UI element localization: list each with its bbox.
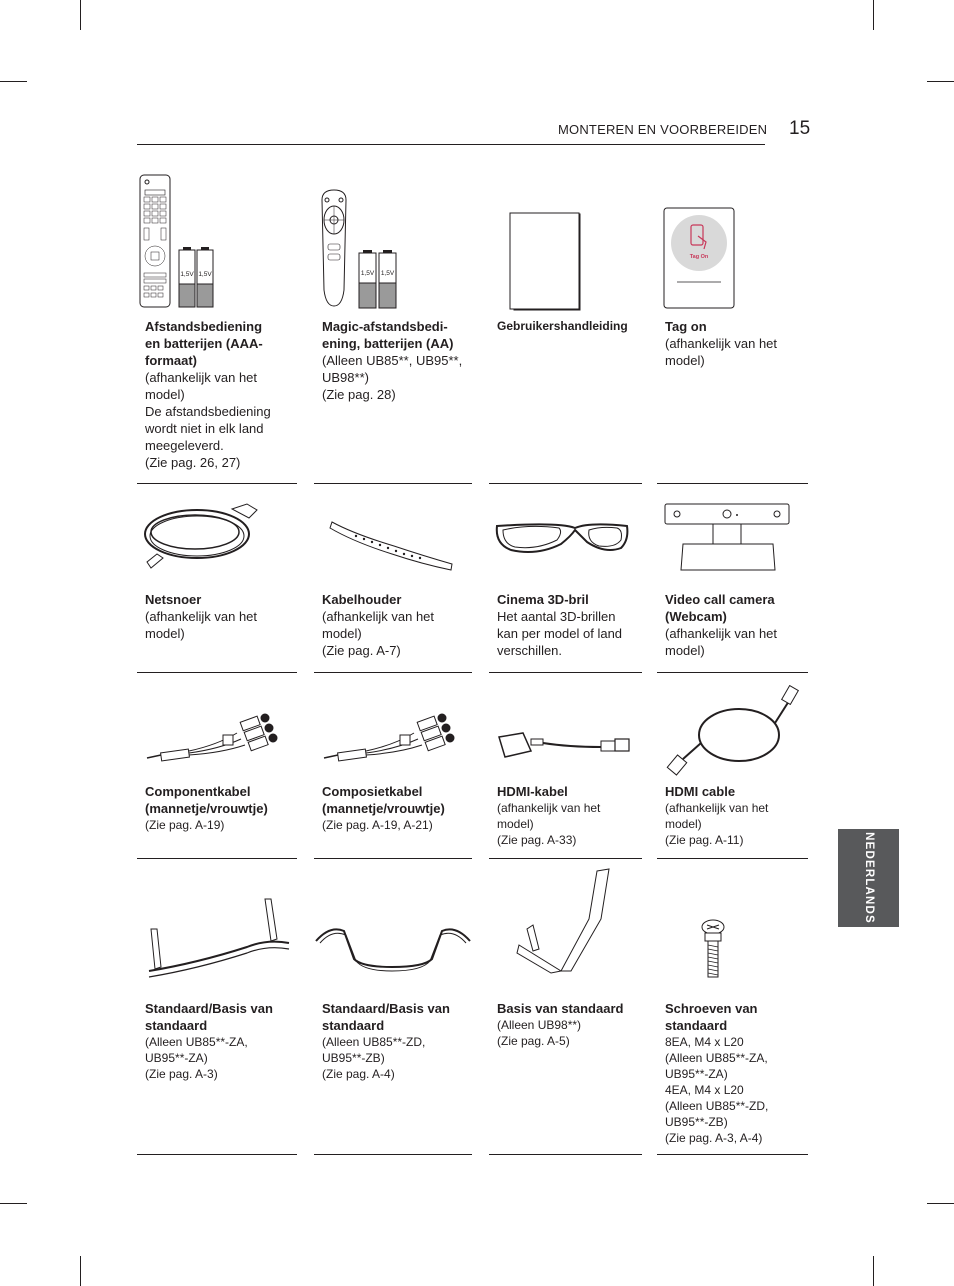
item-note: verschillen. bbox=[497, 643, 563, 658]
item-note: (afhankelijk van het bbox=[665, 626, 778, 641]
crop-mark bbox=[80, 1256, 81, 1286]
battery-icon bbox=[359, 250, 376, 308]
item-divider bbox=[489, 1154, 642, 1155]
item-note: Het aantal 3D-brillen bbox=[497, 609, 616, 624]
item-hdmi-kabel bbox=[489, 673, 642, 860]
item-caption bbox=[322, 591, 472, 659]
item-power-cord bbox=[137, 484, 297, 674]
item-caption bbox=[497, 318, 647, 335]
item-title: HDMI-kabel bbox=[497, 784, 568, 799]
component-cable-illustration bbox=[137, 673, 297, 783]
item-note: (Zie pag. A-5) bbox=[497, 1034, 570, 1048]
stand-base-illustration bbox=[489, 859, 642, 999]
manual-illustration bbox=[489, 170, 642, 315]
screw-illustration bbox=[657, 859, 808, 999]
item-note: model) bbox=[145, 626, 185, 641]
battery-label: 1,5V bbox=[380, 270, 395, 277]
stand-zd-illustration bbox=[314, 859, 472, 999]
item-note: (Zie pag. A-4) bbox=[322, 1067, 395, 1081]
item-note: (Alleen UB85**-ZA, bbox=[665, 1051, 768, 1065]
item-note: (Alleen UB98**) bbox=[497, 1018, 582, 1032]
item-note: model) bbox=[665, 817, 702, 831]
power-cord-illustration bbox=[137, 484, 297, 594]
item-title: standaard bbox=[665, 1018, 728, 1033]
item-note: (afhankelijk van het bbox=[145, 370, 258, 385]
battery-label: 1,5V bbox=[198, 271, 212, 278]
item-title: HDMI cable bbox=[665, 784, 736, 799]
item-title: Magic-afstandsbedi- bbox=[322, 319, 448, 334]
item-user-manual bbox=[489, 170, 642, 485]
item-cable-holder bbox=[314, 484, 472, 674]
item-title: Standaard/Basis van bbox=[322, 1001, 450, 1016]
item-title: (mannetje/vrouwtje) bbox=[322, 801, 445, 816]
item-magic-remote bbox=[314, 170, 472, 485]
cable-holder-illustration bbox=[314, 484, 472, 594]
item-caption bbox=[497, 783, 647, 848]
item-caption bbox=[322, 783, 472, 833]
item-caption bbox=[497, 591, 647, 659]
item-note: (Zie pag. A-19) bbox=[145, 818, 225, 832]
item-stand-za bbox=[137, 859, 297, 1156]
item-3d-glasses bbox=[489, 484, 642, 674]
item-caption bbox=[145, 783, 295, 833]
item-caption bbox=[665, 591, 810, 659]
item-note: UB95**-ZB) bbox=[665, 1115, 728, 1129]
item-stand-screws bbox=[657, 859, 808, 1156]
item-title: standaard bbox=[322, 1018, 385, 1033]
item-title: formaat) bbox=[145, 353, 198, 368]
item-divider bbox=[314, 1154, 472, 1155]
crop-mark bbox=[0, 81, 27, 82]
item-component-cable bbox=[137, 673, 297, 860]
item-note: wordt niet in elk land bbox=[145, 421, 264, 436]
crop-mark bbox=[927, 81, 954, 82]
glasses-illustration bbox=[489, 484, 642, 594]
tag-label: Tag On bbox=[689, 254, 709, 260]
battery-label: 1,5V bbox=[180, 271, 194, 278]
item-note: (Alleen UB85**-ZD, bbox=[665, 1099, 769, 1113]
item-caption bbox=[497, 1000, 647, 1049]
battery-icon bbox=[179, 247, 195, 307]
crop-mark bbox=[873, 1256, 874, 1286]
item-caption bbox=[145, 318, 295, 471]
item-note: (Zie pag. A-33) bbox=[497, 833, 577, 847]
page-number: 15 bbox=[789, 118, 811, 139]
item-note: kan per model of land bbox=[497, 626, 623, 641]
item-title: en batterijen (AAA- bbox=[145, 336, 263, 351]
item-remote-control bbox=[137, 170, 297, 485]
item-title: Schroeven van bbox=[665, 1001, 758, 1016]
item-title: Composietkabel bbox=[322, 784, 423, 799]
item-title: Netsnoer bbox=[145, 592, 202, 607]
item-note: (Zie pag. A-19, A-21) bbox=[322, 818, 433, 832]
item-title: (Webcam) bbox=[665, 609, 727, 624]
item-composite-cable bbox=[314, 673, 472, 860]
item-note: (afhankelijk van het bbox=[665, 801, 769, 815]
item-note: De afstandsbediening bbox=[145, 404, 271, 419]
item-title: Kabelhouder bbox=[322, 592, 402, 607]
item-caption bbox=[145, 1000, 295, 1082]
item-note: (Zie pag. A-3) bbox=[145, 1067, 218, 1081]
item-caption bbox=[665, 318, 810, 369]
item-note: 4EA, M4 x L20 bbox=[665, 1083, 744, 1097]
stand-za-illustration bbox=[137, 859, 297, 999]
item-tag-on bbox=[657, 170, 808, 485]
item-note: (Zie pag. 26, 27) bbox=[145, 455, 241, 470]
item-caption bbox=[322, 1000, 472, 1082]
language-tab-label: NEDERLANDS bbox=[862, 832, 875, 924]
composite-cable-illustration bbox=[314, 673, 472, 783]
crop-mark bbox=[80, 0, 81, 30]
item-note: meegeleverd. bbox=[145, 438, 224, 453]
battery-label: 1,5V bbox=[360, 270, 375, 277]
battery-icon bbox=[379, 250, 396, 308]
item-note: model) bbox=[145, 387, 185, 402]
magic-remote-illustration bbox=[314, 170, 472, 315]
item-note: model) bbox=[665, 643, 705, 658]
item-note: model) bbox=[497, 817, 534, 831]
language-tab bbox=[838, 829, 899, 927]
item-title: Video call camera bbox=[665, 592, 775, 607]
remote-control-illustration bbox=[137, 170, 297, 315]
item-caption bbox=[145, 591, 295, 642]
item-title: Standaard/Basis van bbox=[145, 1001, 273, 1016]
item-note: (Alleen UB85**, UB95**, bbox=[322, 353, 463, 368]
item-title: Tag on bbox=[665, 319, 707, 334]
item-stand-zd bbox=[314, 859, 472, 1156]
item-title: standaard bbox=[145, 1018, 208, 1033]
item-title: ening, batterijen (AA) bbox=[322, 336, 454, 351]
item-note: UB98**) bbox=[322, 370, 369, 385]
item-note: model) bbox=[322, 626, 362, 641]
item-note: (Zie pag. 28) bbox=[322, 387, 396, 402]
hdmi-scart-cable-illustration bbox=[489, 673, 642, 783]
item-title: Componentkabel bbox=[145, 784, 251, 799]
item-stand-base bbox=[489, 859, 642, 1156]
item-note: (Zie pag. A-11) bbox=[665, 833, 744, 847]
item-note: (Alleen UB85**-ZA, bbox=[145, 1035, 248, 1049]
item-title: Cinema 3D-bril bbox=[497, 592, 589, 607]
battery-icon bbox=[197, 247, 213, 307]
item-note: (Zie pag. A-7) bbox=[322, 643, 401, 658]
item-note: (Alleen UB85**-ZD, bbox=[322, 1035, 426, 1049]
item-title: (mannetje/vrouwtje) bbox=[145, 801, 268, 816]
item-note: model) bbox=[665, 353, 705, 368]
item-hdmi-cable bbox=[657, 673, 808, 860]
item-note: (afhankelijk van het bbox=[145, 609, 258, 624]
item-divider bbox=[137, 1154, 297, 1155]
item-note: UB95**-ZA) bbox=[145, 1051, 208, 1065]
item-title: Gebruikershandleiding bbox=[497, 319, 628, 333]
item-caption bbox=[665, 783, 810, 848]
crop-mark bbox=[0, 1203, 27, 1204]
item-note: (afhankelijk van het bbox=[665, 336, 778, 351]
hdmi-cable-illustration bbox=[657, 673, 808, 783]
item-note: UB95**-ZB) bbox=[322, 1051, 385, 1065]
item-divider bbox=[657, 1154, 808, 1155]
item-caption bbox=[665, 1000, 810, 1146]
item-title: Basis van standaard bbox=[497, 1001, 624, 1016]
item-caption bbox=[322, 318, 472, 403]
item-note: 8EA, M4 x L20 bbox=[665, 1035, 744, 1049]
item-title: Afstandsbediening bbox=[145, 319, 263, 334]
tag-on-illustration bbox=[657, 170, 808, 315]
item-note: (afhankelijk van het bbox=[497, 801, 601, 815]
crop-mark bbox=[873, 0, 874, 30]
item-note: UB95**-ZA) bbox=[665, 1067, 728, 1081]
header-rule bbox=[137, 144, 765, 145]
section-title: MONTEREN EN VOORBEREIDEN bbox=[558, 122, 768, 137]
item-note: (Zie pag. A-3, A-4) bbox=[665, 1131, 763, 1145]
webcam-illustration bbox=[657, 484, 808, 594]
item-webcam bbox=[657, 484, 808, 674]
item-note: (afhankelijk van het bbox=[322, 609, 435, 624]
crop-mark bbox=[927, 1203, 954, 1204]
